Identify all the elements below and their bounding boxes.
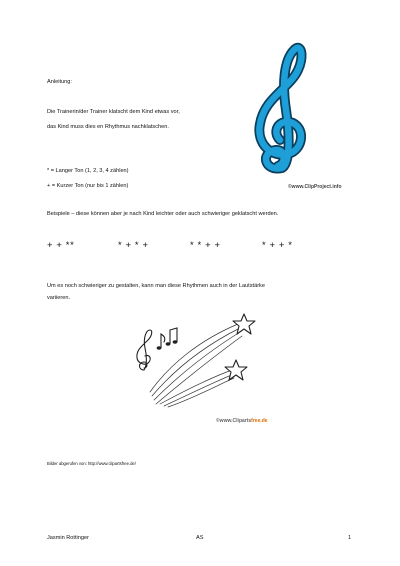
legend-short-tone: + = Kurzer Ton (nur bis 1 zählen): [47, 183, 129, 189]
rhythm-pattern-1: + + **: [47, 240, 75, 251]
variation-line-1: Um es noch schwieriger zu gestalten, kann man diese Rhythmen auch in der Lautstärke: [47, 283, 265, 289]
instructions-heading: Anleitung:: [47, 79, 72, 85]
footer-center: AS: [196, 535, 204, 541]
rhythm-pattern-2: * + * +: [118, 240, 149, 251]
clef-image-credit: ©www.ClipProject.info: [288, 184, 342, 190]
rhythm-pattern-4: * + + *: [262, 240, 293, 251]
rhythm-pattern-3: * * + +: [190, 240, 221, 251]
instructions-line-2: das Kind muss dies en Rhythmus nachklatschen.: [47, 124, 169, 130]
treble-clef-icon: [252, 40, 312, 180]
music-notes-icon: [134, 326, 184, 376]
instructions-line-1: Die Trainerin/der Trainer klatscht dem Kind etwas vor,: [47, 109, 180, 115]
stars-credit-highlight: free.de: [251, 418, 268, 424]
stars-image-credit: [216, 418, 268, 424]
page-number: 1: [348, 535, 352, 541]
stars-credit-prefix: ©www.Cliparts: [216, 418, 252, 424]
examples-intro: Beispiele – diese können aber je nach Kind leichter oder auch schwieriger geklatscht werden.: [47, 211, 279, 217]
image-source-note: Bilder abgerufen von: http://www.clipartsfree.de/: [47, 461, 136, 466]
variation-line-2: variieren.: [47, 295, 71, 301]
legend-long-tone: * = Langer Ton (1, 2, 3, 4 zählen): [47, 168, 129, 174]
footer-author: Jasmin Rottinger: [47, 535, 89, 541]
